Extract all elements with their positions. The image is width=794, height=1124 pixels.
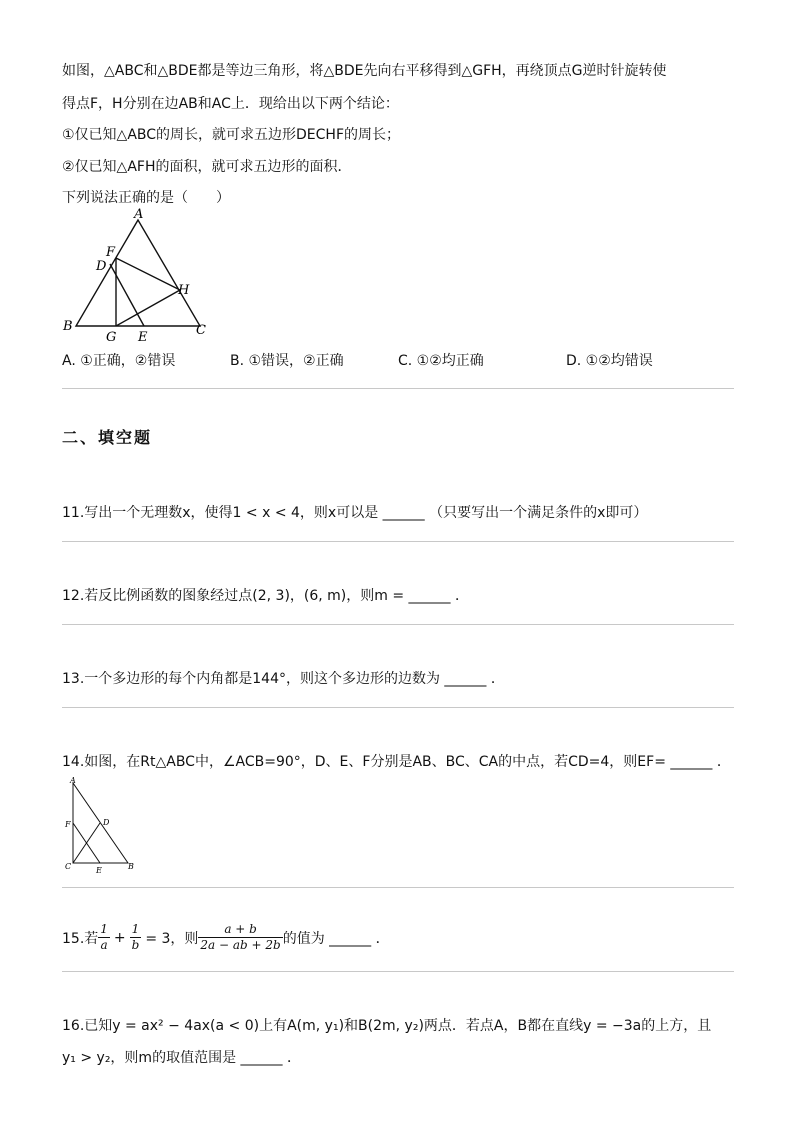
label-h: H [178,283,190,298]
label-d: D [96,259,107,274]
label-a: A [70,776,76,785]
q14-text: 14.如图，在Rt△ABC中，∠ACB=90°，D、E、F分别是AB、BC、CA的中点，若CD=4，则EF= ______ ． [62,754,731,770]
q15-fraction-3 [198,922,282,953]
q15-mid: = 3，则 [145,930,199,947]
divider [62,541,734,542]
frac1-denominator: a [100,938,108,952]
q10-triangle-figure [58,208,218,346]
q15-plus: + [113,929,126,946]
label-a: A [134,208,144,222]
q10-option-c[interactable]: C. ①②均正确 [398,353,484,369]
q15-text [62,922,390,953]
q10-option-d[interactable]: D. ①②均错误 [566,353,653,369]
q13-text: 13.一个多边形的每个内角都是144°，则这个多边形的边数为 ______ ． [62,671,505,687]
label-b: B [63,319,73,334]
divider [62,624,734,625]
q16-line1: 16.已知y = ax² − 4ax(a < 0)上有A(m, y₁)和B(2m, y₂)两点．若点A，B都在直线y = −3a的上方，且 [62,1018,712,1034]
section-title: 二、填空题 [62,428,153,447]
label-c: C [65,862,72,871]
q15-fraction-1 [98,922,110,953]
label-e: E [138,330,148,345]
q15-suffix: 的值为 ______ ． [282,930,390,947]
label-g: G [106,330,117,345]
label-d: D [103,818,110,827]
q10-line1: 如图，△ABC和△BDE都是等边三角形，将△BDE先向右平移得到△GFH，再绕顶点G逆时针旋转使 [62,63,667,79]
q10-line5: 下列说法正确的是（ ） [62,190,230,206]
frac1-numerator: 1 [100,922,108,936]
segment-de [110,264,144,326]
q15-fraction-2 [130,922,142,953]
triangle-abc [76,220,200,326]
q15-prefix: 15.若 [62,930,99,947]
label-e: E [96,866,102,875]
divider [62,388,734,389]
frac2-denominator: b [131,938,140,952]
q10-option-a[interactable]: A. ①正确，②错误 [62,353,176,369]
label-c: C [196,323,206,338]
q16-line2: y₁ > y₂，则m的取值范围是 ______ ． [62,1050,301,1066]
divider [62,707,734,708]
segment-gh [116,290,180,326]
q12-text: 12.若反比例函数的图象经过点(2, 3)，(6, m)，则m = ______ ． [62,588,469,604]
frac3-numerator: a + b [198,922,282,938]
divider [62,887,734,888]
q10-line2: 得点F，H分别在边AB和AC上．现给出以下两个结论： [62,96,399,112]
segment-fh [116,258,180,290]
q10-line4: ②仅已知△AFH的面积，就可求五边形的面积． [62,159,352,175]
q10-line3: ①仅已知△ABC的周长，就可求五边形DECHF的周长； [62,127,401,143]
q10-option-b[interactable]: B. ①错误，②正确 [230,353,344,369]
frac3-denominator: 2a − ab + 2b [200,938,281,952]
q14-right-triangle-figure [62,775,142,875]
frac2-numerator: 1 [130,922,142,938]
label-f: F [65,820,71,829]
label-b: B [128,862,134,871]
label-f: F [106,245,116,260]
q11-text: 11.写出一个无理数x，使得1 < x < 4，则x可以是 ______ （只要写出一个满足条件的x即可） [62,505,648,521]
divider [62,971,734,972]
